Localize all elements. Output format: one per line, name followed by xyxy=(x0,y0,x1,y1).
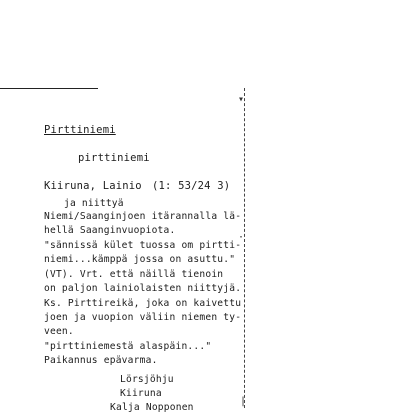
body-line: veen. xyxy=(44,326,74,337)
card-reference: (1: 53/24 3) xyxy=(152,180,231,192)
collector-region: Kiiruna xyxy=(120,388,162,399)
card-right-rule xyxy=(244,88,245,408)
margin-mark: | xyxy=(240,396,247,407)
card-headword: pirttiniemi xyxy=(78,152,150,164)
body-line: "sännissä kület tuossa om pirtti- xyxy=(44,240,242,251)
margin-mark: ▾ xyxy=(238,94,245,105)
informant-name: Kalja Nopponen xyxy=(110,402,194,413)
body-line: Paikannus epävarma. xyxy=(44,355,158,366)
card-location: Kiiruna, Lainio xyxy=(44,180,142,192)
body-line: niemi...kämppä jossa on asuttu." xyxy=(44,254,236,265)
card-heading: Pirttiniemi xyxy=(44,124,116,136)
body-line: hellä Saanginvuopiota. xyxy=(44,225,176,236)
body-line: Ks. Pirttireikä, joka on kaivettu xyxy=(44,298,242,309)
body-line: joen ja vuopion väliin niemen ty- xyxy=(44,312,242,323)
collector-name: Lörsjöhju xyxy=(120,374,174,385)
card-top-rule xyxy=(0,88,98,89)
body-line: (VT). Vrt. että näillä tienoin xyxy=(44,269,224,280)
body-line: "pirttiniemestä alaspäin..." xyxy=(44,341,212,352)
body-line: Niemi/Saanginjoen itärannalla lä- xyxy=(44,211,242,222)
margin-mark: · xyxy=(238,232,245,243)
body-line: on paljon lainiolaisten niittyjä. xyxy=(44,283,242,294)
body-line: ja niittyä xyxy=(64,198,124,209)
